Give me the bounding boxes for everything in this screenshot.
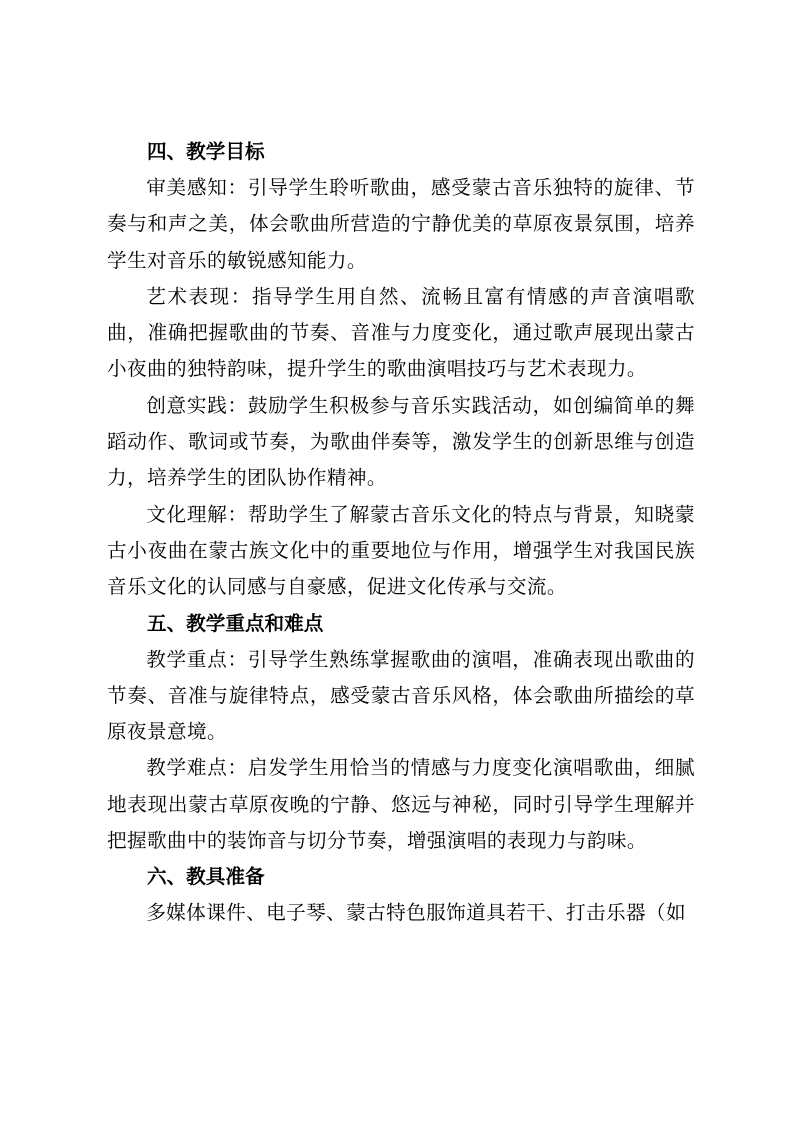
section-heading: 五、教学重点和难点 bbox=[147, 611, 324, 635]
paragraph-creative-practice: 创意实践：鼓励学生积极参与音乐实践活动，如创编简单的舞蹈动作、歌词或节奏，为歌曲伴奏等，激发学生的创新思维与创造力，培养学生的团队协作精神。 bbox=[107, 393, 695, 490]
paragraph-artistic-expression: 艺术表现：指导学生用自然、流畅且富有情感的声音演唱歌曲，准确把握歌曲的节奏、音准与力度变化，通过歌声展现出蒙古小夜曲的独特韵味，提升学生的歌曲演唱技巧与艺术表现力。 bbox=[107, 284, 695, 381]
section-teaching-aids bbox=[107, 859, 695, 931]
section-heading: 六、教具准备 bbox=[147, 865, 265, 889]
section-teaching-objectives bbox=[107, 134, 695, 606]
paragraph-difficulties: 教学难点：启发学生用恰当的情感与力度变化演唱歌曲，细腻地表现出蒙古草原夜晚的宁静、悠远与神秘，同时引导学生理解并把握歌曲中的装饰音与切分节奏，增强演唱的表现力与韵味。 bbox=[107, 756, 695, 853]
paragraph-cultural-understanding: 文化理解：帮助学生了解蒙古音乐文化的特点与背景，知晓蒙古小夜曲在蒙古族文化中的重要地位与作用，增强学生对我国民族音乐文化的认同感与自豪感，促进文化传承与交流。 bbox=[107, 502, 695, 599]
section-heading: 四、教学目标 bbox=[147, 140, 265, 163]
paragraph-teaching-aids: 多媒体课件、电子琴、蒙古特色服饰道具若干、打击乐器（如 bbox=[146, 901, 687, 925]
paragraph-aesthetic-perception: 审美感知：引导学生聆听歌曲，感受蒙古音乐独特的旋律、节奏与和声之美，体会歌曲所营造的宁静优美的草原夜景氛围，培养学生对音乐的敏锐感知能力。 bbox=[107, 176, 695, 272]
paragraph-key-points: 教学重点：引导学生熟练掌握歌曲的演唱，准确表现出歌曲的节奏、音准与旋律特点，感受蒙古音乐风格，体会歌曲所描绘的草原夜景意境。 bbox=[107, 647, 695, 744]
section-key-points-difficulties bbox=[107, 606, 695, 860]
document-page bbox=[107, 134, 695, 932]
